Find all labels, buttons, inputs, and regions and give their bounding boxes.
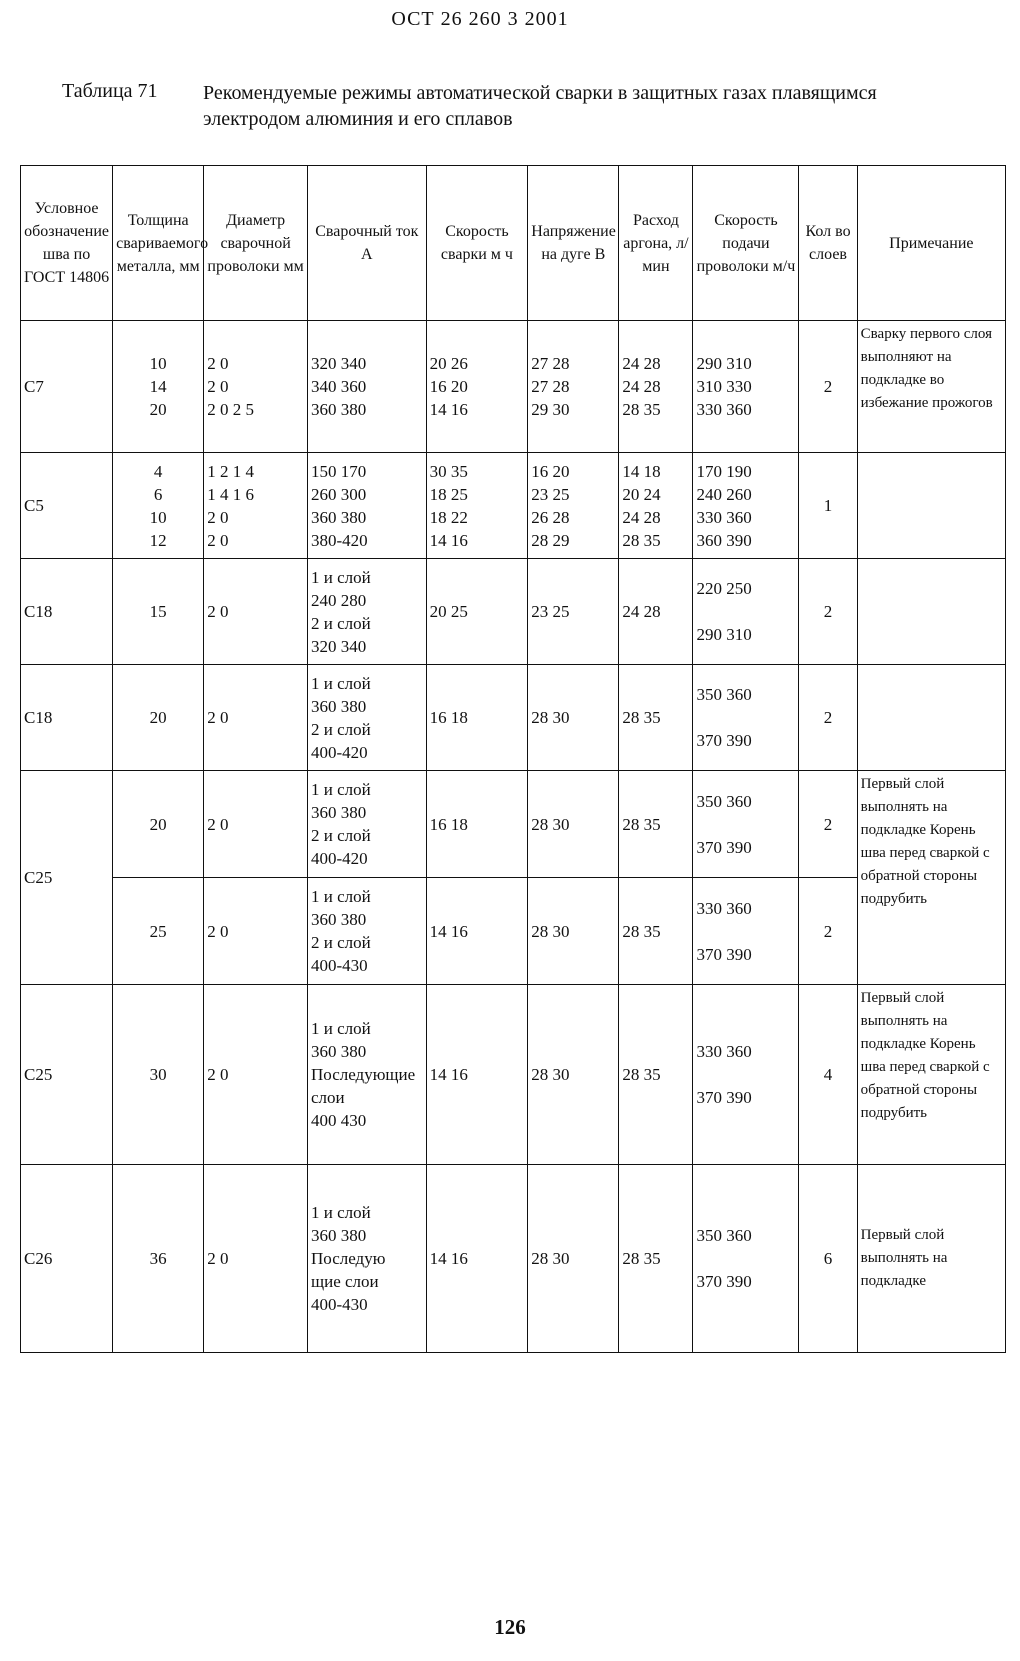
cell-diameter: 2 0 [204,985,308,1165]
col-header: Сварочный ток А [308,166,427,321]
cell-feed: 330 360 370 390 [693,985,799,1165]
cell-note: Первый слой выполнять на подкладке Корень шва перед сваркой с обратной стороны подрубить [857,771,1005,985]
welding-modes-table [20,165,1006,1353]
cell-code: C25 [21,771,113,985]
col-header: Примечание [857,166,1005,321]
cell-code: C26 [21,1165,113,1353]
cell-voltage: 28 30 [528,665,619,771]
cell-layers: 2 [799,665,857,771]
cell-speed: 16 18 [426,771,528,878]
col-header: Напряжение на дуге В [528,166,619,321]
cell-speed: 14 16 [426,878,528,985]
cell-speed: 20 25 [426,559,528,665]
table-row [21,771,1006,878]
cell-diameter: 2 0 [204,878,308,985]
cell-feed: 350 360 370 390 [693,1165,799,1353]
cell-feed: 350 360 370 390 [693,665,799,771]
cell-thickness: 25 [113,878,204,985]
cell-thickness: 10 14 20 [113,321,204,453]
cell-argon: 28 35 [619,985,693,1165]
table-row [21,1165,1006,1353]
table-row [21,559,1006,665]
cell-note [857,665,1005,771]
cell-current: 1 и слой 240 280 2 и слой 320 340 [308,559,427,665]
cell-speed: 16 18 [426,665,528,771]
cell-feed: 290 310 310 330 330 360 [693,321,799,453]
table-row [21,453,1006,559]
page-number: 126 [494,1615,526,1639]
table-row [21,985,1006,1165]
cell-current: 1 и слой 360 380 2 и слой 400-420 [308,665,427,771]
cell-argon: 28 35 [619,878,693,985]
cell-diameter: 2 0 [204,771,308,878]
cell-note: Сварку первого слоя выполняют на подкладке во избежание прожогов [857,321,1005,453]
cell-voltage: 23 25 [528,559,619,665]
header-row [21,166,1006,321]
cell-speed: 30 35 18 25 18 22 14 16 [426,453,528,559]
cell-thickness: 36 [113,1165,204,1353]
cell-layers: 4 [799,985,857,1165]
cell-voltage: 28 30 [528,771,619,878]
cell-voltage: 16 20 23 25 26 28 28 29 [528,453,619,559]
cell-current: 320 340 340 360 360 380 [308,321,427,453]
cell-diameter: 2 0 [204,665,308,771]
table-row [21,665,1006,771]
cell-current: 1 и слой 360 380 Последующие слои 400 430 [308,985,427,1165]
cell-diameter: 2 0 [204,1165,308,1353]
cell-argon: 28 35 [619,1165,693,1353]
col-header: Условное обозначение шва по ГОСТ 14806 [21,166,113,321]
cell-voltage: 28 30 [528,1165,619,1353]
cell-layers: 1 [799,453,857,559]
cell-speed: 14 16 [426,985,528,1165]
cell-layers: 2 [799,878,857,985]
cell-thickness: 20 [113,665,204,771]
cell-thickness: 15 [113,559,204,665]
cell-code: C7 [21,321,113,453]
cell-thickness: 4 6 10 12 [113,453,204,559]
col-header: Скорость сварки м ч [426,166,528,321]
cell-argon: 28 35 [619,771,693,878]
col-header: Кол во слоев [799,166,857,321]
cell-argon: 14 18 20 24 24 28 28 35 [619,453,693,559]
cell-current: 1 и слой 360 380 Последую щие слои 400-430 [308,1165,427,1353]
cell-argon: 24 28 [619,559,693,665]
cell-code: C5 [21,453,113,559]
col-header: Толщина свариваемого металла, мм [113,166,204,321]
cell-feed: 330 360 370 390 [693,878,799,985]
cell-layers: 6 [799,1165,857,1353]
cell-layers: 2 [799,559,857,665]
cell-feed: 350 360 370 390 [693,771,799,878]
cell-current: 1 и слой 360 380 2 и слой 400-430 [308,878,427,985]
cell-argon: 28 35 [619,665,693,771]
cell-note [857,559,1005,665]
cell-diameter: 2 0 [204,559,308,665]
cell-feed: 170 190 240 260 330 360 360 390 [693,453,799,559]
cell-diameter: 1 2 1 4 1 4 1 6 2 0 2 0 [204,453,308,559]
document-header: ОСТ 26 260 3 2001 [391,8,569,30]
cell-layers: 2 [799,321,857,453]
cell-thickness: 20 [113,771,204,878]
cell-voltage: 28 30 [528,985,619,1165]
cell-thickness: 30 [113,985,204,1165]
col-header: Диаметр сварочной проволоки мм [204,166,308,321]
cell-feed: 220 250 290 310 [693,559,799,665]
cell-code: C25 [21,985,113,1165]
table-label: Таблица 71 [62,80,158,102]
cell-current: 150 170 260 300 360 380 380-420 [308,453,427,559]
cell-speed: 20 26 16 20 14 16 [426,321,528,453]
table-title: Рекомендуемые режимы автоматической сварки в защитных газах плавящимся электродом алюминия и его сплавов [203,82,877,130]
cell-diameter: 2 0 2 0 2 0 2 5 [204,321,308,453]
cell-code: C18 [21,559,113,665]
cell-current: 1 и слой 360 380 2 и слой 400-420 [308,771,427,878]
cell-note: Первый слой выполнять на подкладке Корень шва перед сваркой с обратной стороны подрубить [857,985,1005,1165]
table-row [21,321,1006,453]
cell-code: C18 [21,665,113,771]
cell-layers: 2 [799,771,857,878]
cell-voltage: 28 30 [528,878,619,985]
cell-argon: 24 28 24 28 28 35 [619,321,693,453]
cell-speed: 14 16 [426,1165,528,1353]
cell-note [857,453,1005,559]
col-header: Скорость подачи проволоки м/ч [693,166,799,321]
cell-note: Первый слой выполнять на подкладке [857,1165,1005,1353]
cell-voltage: 27 28 27 28 29 30 [528,321,619,453]
col-header: Расход аргона, л/мин [619,166,693,321]
